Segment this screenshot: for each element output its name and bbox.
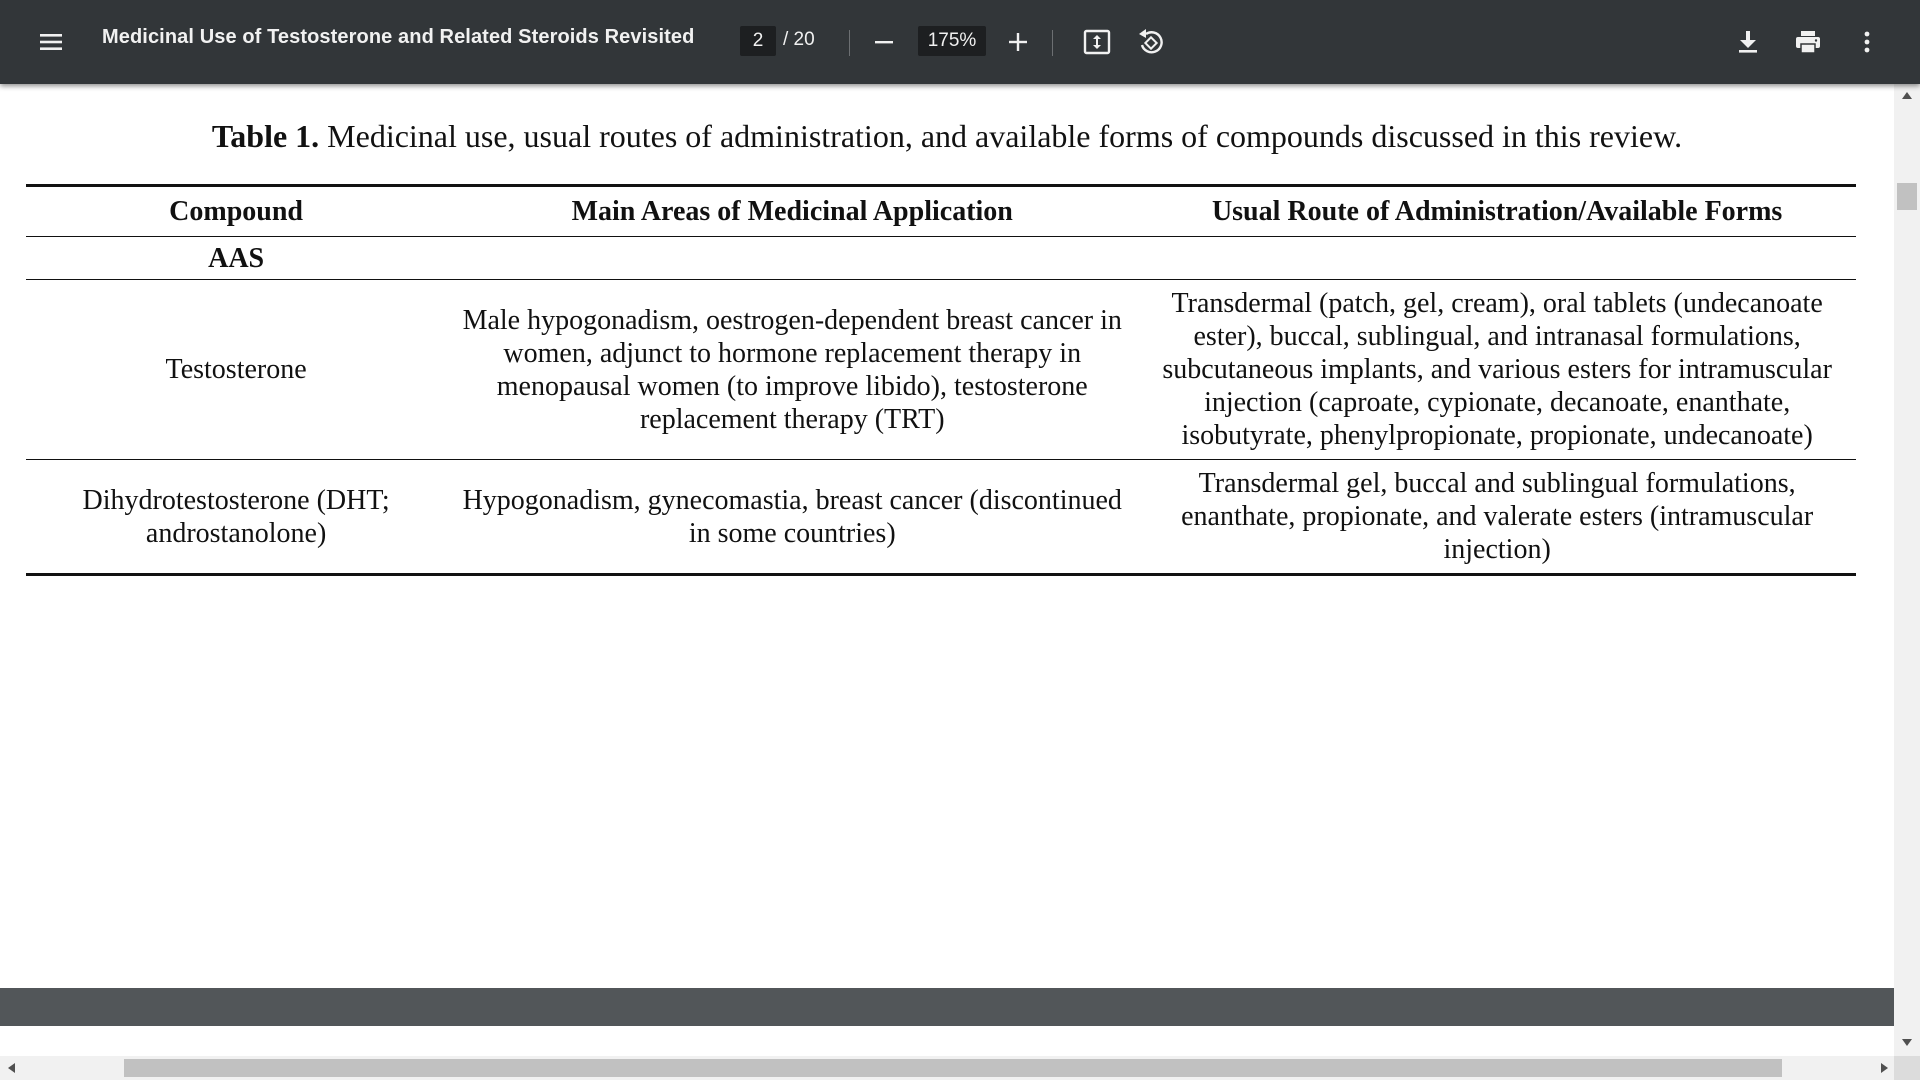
toolbar-divider bbox=[849, 30, 850, 56]
print-icon bbox=[1795, 30, 1821, 54]
application-cell: Hypogonadism, gynecomastia, breast cancer (discontinued in some countries) bbox=[446, 460, 1138, 575]
caption-label: Table 1. bbox=[211, 118, 320, 154]
route-cell: Transdermal gel, buccal and sublingual formulations, enanthate, propionate, and valerate esters (intramuscular injection) bbox=[1138, 460, 1856, 575]
compound-cell: Testosterone bbox=[26, 280, 446, 460]
menu-icon bbox=[39, 32, 63, 52]
rotate-button[interactable] bbox=[1129, 20, 1173, 64]
plus-icon bbox=[1008, 32, 1028, 52]
horizontal-scrollbar-thumb[interactable] bbox=[124, 1059, 1782, 1077]
column-header-route: Usual Route of Administration/Available Forms bbox=[1138, 186, 1856, 237]
scroll-right-arrow-icon[interactable] bbox=[1881, 1063, 1888, 1073]
scroll-up-arrow-icon[interactable] bbox=[1902, 92, 1912, 99]
data-table bbox=[26, 184, 1856, 576]
route-cell: Transdermal (patch, gel, cream), oral tablets (undecanoate ester), buccal, sublingual, and intranasal formulations, subcutaneous implants, and various esters for intramuscular injection (caproate, cypionate, decanoate, enanthate, isobutyrate, phenylpropionate, propionate, undecanoate) bbox=[1138, 280, 1856, 460]
more-options-button[interactable] bbox=[1845, 20, 1889, 64]
total-pages: / 20 bbox=[783, 29, 815, 50]
table-caption bbox=[0, 118, 1894, 155]
pdf-page bbox=[0, 84, 1894, 988]
fit-to-page-icon bbox=[1083, 29, 1111, 55]
column-header-compound: Compound bbox=[26, 186, 446, 237]
application-cell: Male hypogonadism, oestrogen-dependent breast cancer in women, adjunct to hormone replacement therapy in menopausal women (to improve libido), testosterone replacement therapy (TRT) bbox=[446, 280, 1138, 460]
vertical-scrollbar-thumb[interactable] bbox=[1897, 183, 1917, 210]
column-header-application: Main Areas of Medicinal Application bbox=[446, 186, 1138, 237]
document-title: Medicinal Use of Testosterone and Related Steroids Revisited bbox=[102, 26, 695, 48]
print-button[interactable] bbox=[1786, 20, 1830, 64]
toolbar bbox=[0, 0, 1920, 84]
page-gap bbox=[0, 988, 1894, 1026]
toolbar-divider bbox=[1052, 30, 1053, 56]
download-icon bbox=[1737, 30, 1759, 54]
zoom-in-button[interactable] bbox=[996, 20, 1040, 64]
table-header-row bbox=[26, 186, 1856, 237]
next-pdf-page bbox=[0, 1026, 1894, 1056]
zoom-level-input[interactable] bbox=[918, 26, 986, 56]
vertical-scrollbar[interactable] bbox=[1894, 84, 1920, 1056]
caption-text: Medicinal use, usual routes of administration, and available forms of compounds discussed in this review. bbox=[319, 118, 1683, 154]
scroll-left-arrow-icon[interactable] bbox=[8, 1063, 15, 1073]
table-row bbox=[26, 280, 1856, 460]
table-section-row bbox=[26, 237, 1856, 280]
scrollbar-corner bbox=[1894, 1056, 1920, 1080]
section-label: AAS bbox=[26, 237, 446, 280]
compound-cell: Dihydrotestosterone (DHT; androstanolone) bbox=[26, 460, 446, 575]
table-cell bbox=[446, 237, 1138, 280]
download-button[interactable] bbox=[1726, 20, 1770, 64]
page-number-input[interactable] bbox=[740, 26, 776, 56]
table-row bbox=[26, 460, 1856, 575]
rotate-icon bbox=[1137, 28, 1165, 56]
scroll-down-arrow-icon[interactable] bbox=[1902, 1039, 1912, 1046]
zoom-out-button[interactable] bbox=[862, 20, 906, 64]
menu-button[interactable] bbox=[28, 20, 74, 64]
table-cell bbox=[1138, 237, 1856, 280]
fit-to-page-button[interactable] bbox=[1075, 20, 1119, 64]
more-vert-icon bbox=[1863, 30, 1871, 54]
minus-icon bbox=[874, 32, 894, 52]
